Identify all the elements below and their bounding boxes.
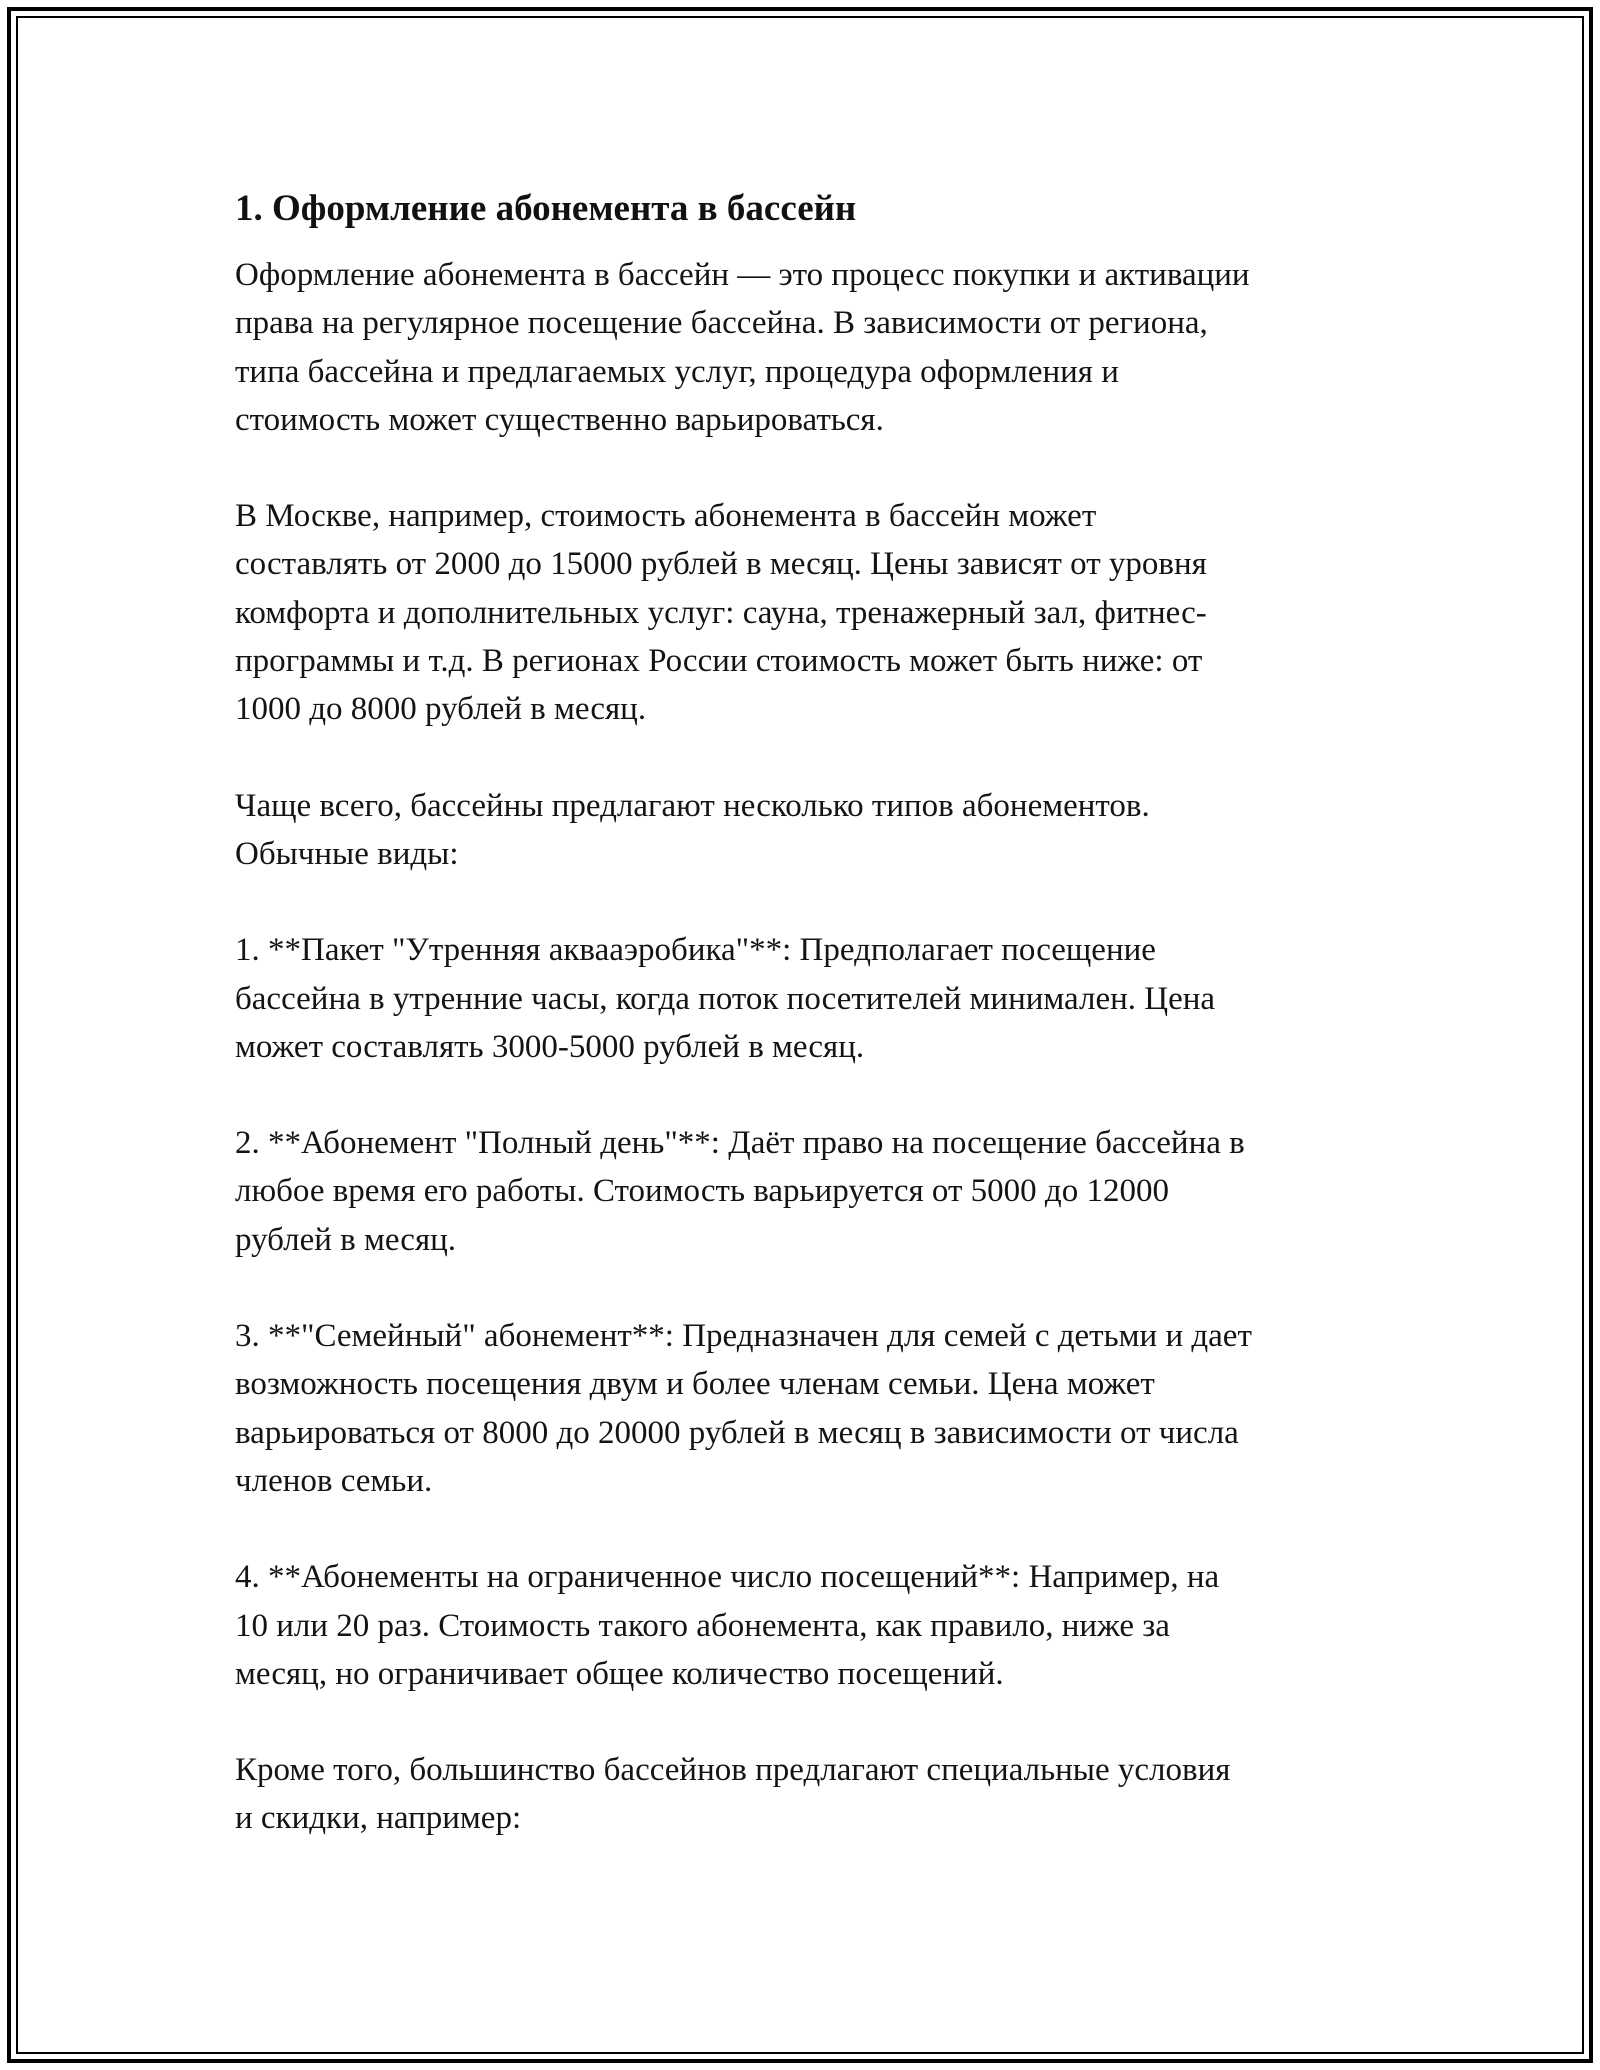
list-item-family: 3. **"Семейный" абонемент**: Предназначен для семей с детьми и дает возможность посещения двум и более членам семьи. Цена может варьироваться от 8000 до 20000 рублей в месяц в зависимости от числа членов семьи. <box>235 1318 1252 1499</box>
paragraph-discounts: Кроме того, большинство бассейнов предлагают специальные условия и скидки, например: <box>235 1752 1231 1837</box>
paragraph-moscow-prices: В Москве, например, стоимость абонемента в бассейн может составлять от 2000 до 15000 рублей в месяц. Цены зависят от уровня комфорта и дополнительных услуг: сауна, тренажерный зал, фитнес- программы и т.д. В регионах России стоимость может быть ниже: от 1000 до 8000 рублей в месяц. <box>235 498 1207 728</box>
list-item-morning-package: 1. **Пакет "Утренняя аквааэробика"**: Предполагает посещение бассейна в утренние часы, когда поток посетителей минимален. Цена может составлять 3000-5000 рублей в месяц. <box>235 932 1216 1065</box>
section-heading: 1. Оформление абонемента в бассейн <box>235 188 857 229</box>
list-item-limited-visits: 4. **Абонементы на ограниченное число посещений**: Например, на 10 или 20 раз. Стоимость такого абонемента, как правило, ниже за месяц, но ограничивает общее количество посещений. <box>235 1559 1220 1692</box>
paragraph-types-intro: Чаще всего, бассейны предлагают несколько типов абонементов. Обычные виды: <box>235 787 1150 872</box>
paragraph-intro: Оформление абонемента в бассейн — это процесс покупки и активации права на регулярное посещение бассейна. В зависимости от региона, типа бассейна и предлагаемых услуг, процедура оформления и стоимость может существенно варьироваться. <box>235 257 1250 438</box>
list-item-full-day: 2. **Абонемент "Полный день"**: Даёт право на посещение бассейна в любое время его работы. Стоимость варьируется от 5000 до 12000 рублей в месяц. <box>235 1125 1245 1258</box>
document-body <box>235 185 1375 1843</box>
